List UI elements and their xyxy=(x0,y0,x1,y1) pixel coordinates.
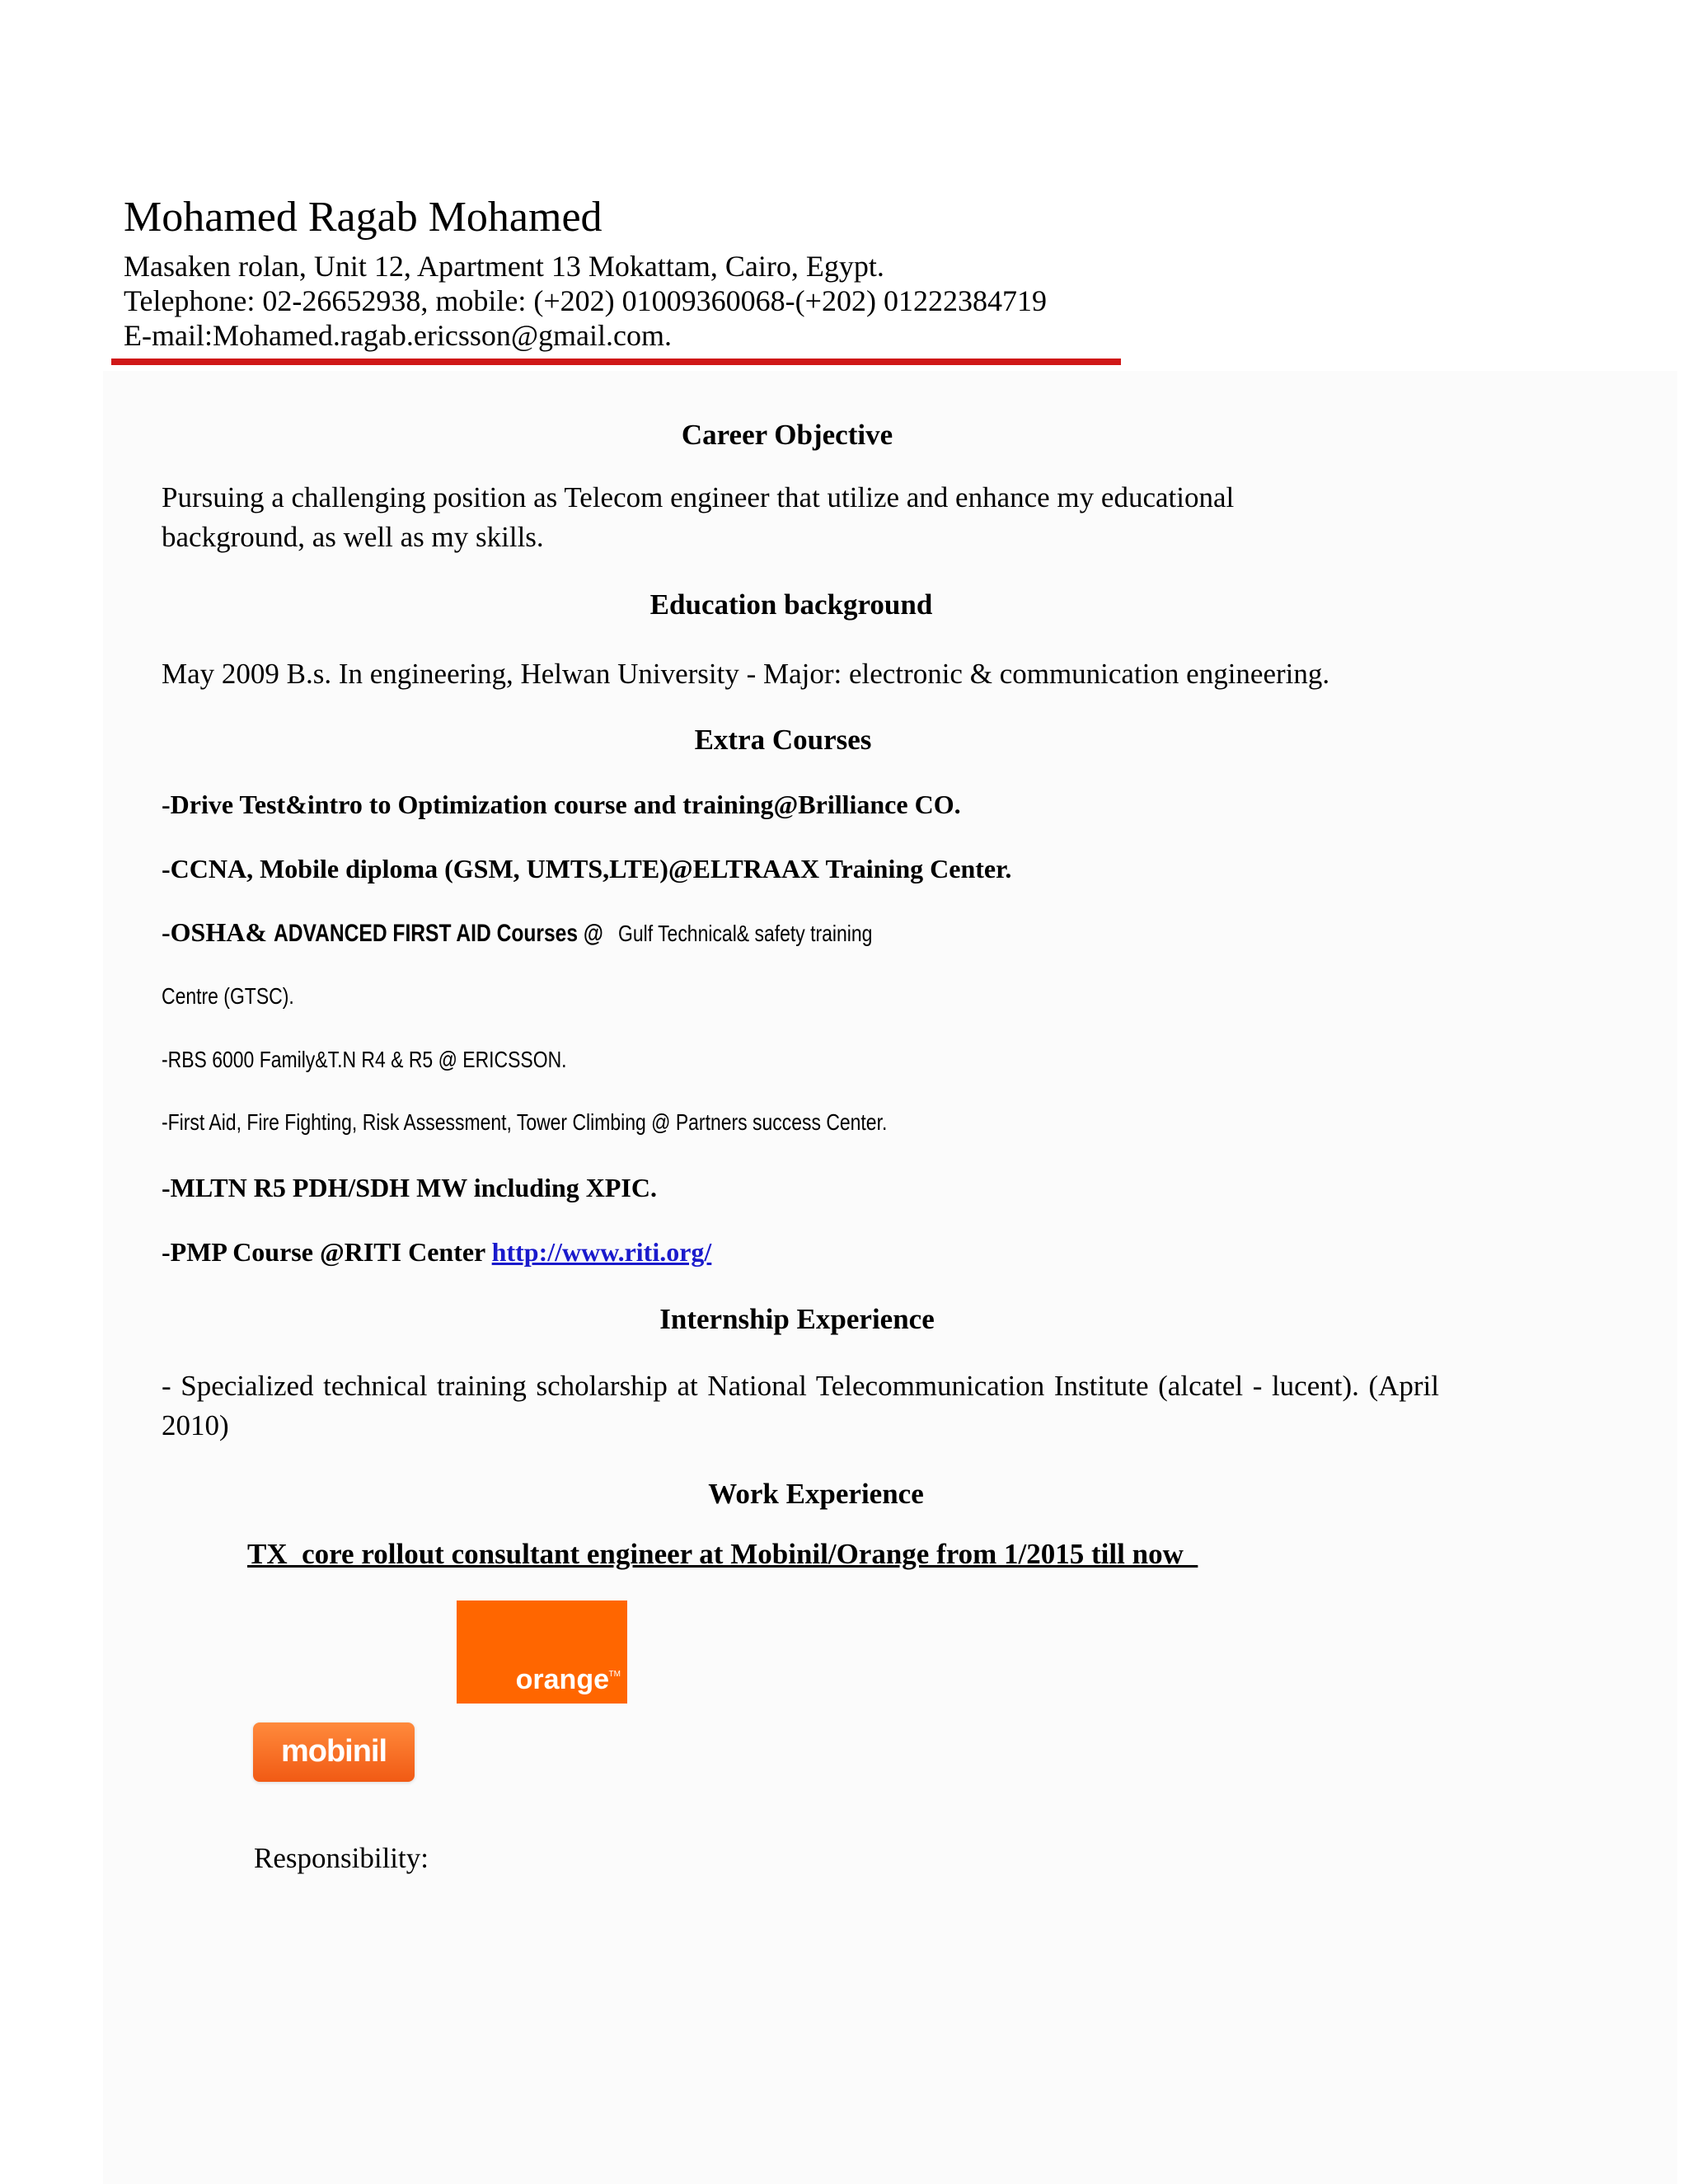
address-line: Masaken rolan, Unit 12, Apartment 13 Mokattam, Cairo, Egypt. xyxy=(124,250,884,283)
course-item-drive-test: -Drive Test&intro to Optimization course and training@Brilliance CO. xyxy=(162,790,961,819)
course-osha-first-aid: ADVANCED FIRST AID Courses @ xyxy=(274,920,603,947)
candidate-name: Mohamed Ragab Mohamed xyxy=(124,194,603,241)
course-osha-provider: Gulf Technical& safety training xyxy=(617,921,873,946)
course-pmp-text: -PMP Course @RITI Center xyxy=(162,1237,492,1267)
internship-text: - Specialized technical training scholarship at National Telecommunication Institute (alcatel - lucent). (April 2010) xyxy=(162,1370,1439,1441)
riti-link[interactable]: http://www.riti.org/ xyxy=(491,1237,712,1267)
job-title: TX core rollout consultant engineer at Mobinil/Orange from 1/2015 till now xyxy=(247,1538,1198,1570)
mobinil-logo-text: mobinil xyxy=(280,1734,387,1769)
course-item-ccna: -CCNA, Mobile diploma (GSM, UMTS,LTE)@ELTRAAX Training Center. xyxy=(162,854,1012,883)
course-item-pmp xyxy=(162,1239,711,1265)
course-item-mltn: -MLTN R5 PDH/SDH MW including XPIC. xyxy=(162,1173,657,1202)
orange-logo-text: orange xyxy=(515,1664,609,1695)
page-background xyxy=(103,371,1677,2184)
course-item-first-aid xyxy=(162,1111,1047,1134)
header-divider xyxy=(111,359,1121,365)
orange-logo xyxy=(457,1601,627,1704)
course-item-osha xyxy=(162,919,928,946)
career-objective-text: Pursuing a challenging position as Telecom engineer that utilize and enhance my educational background, as well as my skills. xyxy=(162,481,1235,553)
email-line: E-mail:Mohamed.ragab.ericsson@gmail.com. xyxy=(124,319,672,352)
telephone-line: Telephone: 02-26652938, mobile: (+202) 01009360068-(+202) 01222384719 xyxy=(124,284,1047,317)
mobinil-logo xyxy=(253,1722,415,1782)
work-experience-heading: Work Experience xyxy=(708,1478,924,1510)
extra-courses-heading: Extra Courses xyxy=(694,724,872,756)
course-gtsc-text: Centre (GTSC). xyxy=(162,983,294,1009)
responsibility-label: Responsibility: xyxy=(254,1842,429,1874)
education-text: May 2009 B.s. In engineering, Helwan University - Major: electronic & communication engineering. xyxy=(162,658,1330,690)
career-objective-heading: Career Objective xyxy=(681,419,893,451)
course-rbs-text: -RBS 6000 Family&T.N R4 & R5 @ ERICSSON. xyxy=(162,1047,567,1072)
course-item-gtsc xyxy=(162,985,323,1008)
course-osha-prefix: -OSHA& xyxy=(162,917,274,947)
internship-heading: Internship Experience xyxy=(659,1303,935,1335)
course-first-aid-text: -First Aid, Fire Fighting, Risk Assessment, Tower Climbing @ Partners success Center. xyxy=(162,1109,888,1135)
education-heading: Education background xyxy=(649,588,933,621)
orange-tm-mark: TM xyxy=(608,1670,621,1679)
course-item-rbs xyxy=(162,1048,655,1071)
